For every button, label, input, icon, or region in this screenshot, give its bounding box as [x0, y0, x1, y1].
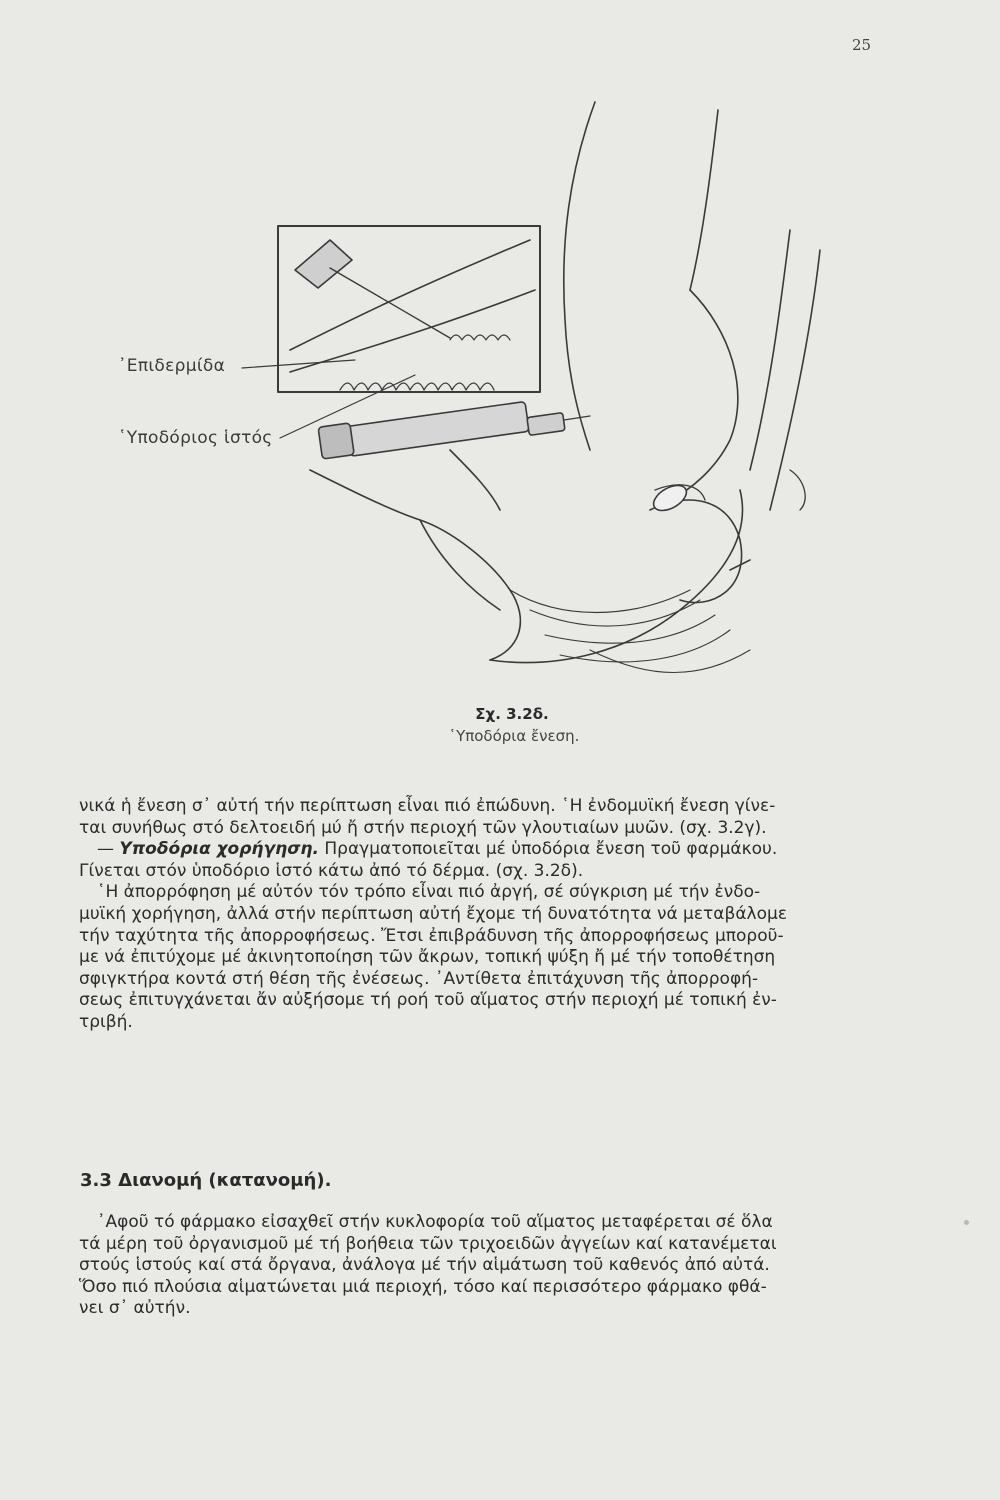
syringe [318, 402, 590, 460]
body-line: μυϊκή χορήγηση, ἀλλά στήν περίπτωση αὐτή ἔχομε τή δυνατότητα νά μεταβάλομε [79, 903, 788, 924]
epidermis-leader [242, 360, 355, 368]
section-line: τά μέρη τοῦ ὀργανισμοῦ μέ τή βοήθεια τῶν τριχοειδῶν ἀγγείων καί κατανέμεται [79, 1233, 777, 1254]
body-line: σεως ἐπιτυγχάνεται ἄν αὐξήσομε τή ροή τοῦ αἵματος στήν περιοχή μέ τοπική ἐν- [79, 990, 777, 1011]
body-line: ῾Η ἀπορρόφηση μέ αὐτόν τόν τρόπο εἶναι πιό ἀργή, σέ σύγκριση μέ τήν ἐνδο- [97, 882, 761, 903]
body-line: με νά ἐπιτύχομε μέ ἀκινητοποίηση τῶν ἄκρων, τοπική ψύξη ἤ μέ τήν τοποθέτηση [79, 947, 776, 968]
holding-hand [310, 470, 520, 660]
body-line: τήν ταχύτητα τῆς ἀπορροφήσεως. Ἔτσι ἐπιβράδυνση τῆς ἀπορροφήσεως μποροῦ- [79, 925, 784, 946]
arm-outline-right [690, 110, 718, 290]
section-line: Ὅσο πιό πλούσια αἱματώνεται μιά περιοχή, τόσο καί περισσότερο φάρμακο φθά- [79, 1276, 767, 1297]
label-subcutaneous-tissue: ῾Υποδόριος ἱστός [118, 428, 273, 448]
inset-syringe-barrel [295, 240, 352, 288]
section-heading: 3.3 Διανομή (κατανομή). [80, 1170, 332, 1191]
figure-caption-number: Σχ. 3.2δ. [475, 705, 549, 723]
subcut-term: Υποδόρια χορήγηση. [119, 839, 319, 860]
label-epidermis: ᾿Επιδερμίδα [118, 356, 226, 376]
body-line: τριβή. [79, 1011, 133, 1032]
subcut-definition-line [79, 839, 899, 861]
subcut-definition: Πραγματοποιεῖται μέ ὑποδόρια ἔνεση τοῦ φαρμάκου. [319, 839, 778, 860]
body-line: Γίνεται στόν ὑποδόριο ἱστό κάτω ἀπό τό δέρμα. (σχ. 3.2δ). [79, 860, 584, 881]
body-line: ται συνήθως στό δελτοειδή μύ ἤ στήν περιοχή τῶν γλουτιαίων μυῶν. (σχ. 3.2γ). [79, 817, 767, 838]
section-paragraph [79, 1212, 899, 1320]
arm-outline-left [564, 102, 595, 450]
body-line: σφιγκτήρα κοντά στή θέση τῆς ἐνέσεως. ᾿Αντίθετα ἐπιτάχυνση τῆς ἀπορροφή- [79, 968, 759, 989]
section-line: στούς ἱστούς καί στά ὄργανα, ἀνάλογα μέ τήν αἱμάτωση τοῦ καθενός ἀπό αὐτά. [79, 1255, 770, 1276]
body-line: νικά ἡ ἔνεση σ᾿ αὐτή τήν περίπτωση εἶναι πιό ἐπώδυνη. ῾Η ἐνδομυϊκή ἔνεση γίνε- [79, 796, 776, 816]
left-hand-finger [670, 290, 738, 500]
inset-tissue-waves [340, 383, 494, 390]
dash: — [97, 839, 120, 860]
paper-speck [964, 1220, 969, 1225]
section-line: νει σ᾿ αὐτήν. [79, 1298, 191, 1319]
figure-caption-title: ῾Υποδόρια ἔνεση. [448, 727, 580, 745]
page-number: 25 [852, 36, 872, 54]
section-line: ᾿Αφοῦ τό φάρμακο εἰσαχθεῖ στήν κυκλοφορία τοῦ αἵματος μεταφέρεται σέ ὅλα [97, 1212, 773, 1232]
injection-illustration [90, 90, 910, 700]
body-paragraphs [79, 796, 899, 1034]
figure-subcutaneous-injection [90, 90, 910, 700]
